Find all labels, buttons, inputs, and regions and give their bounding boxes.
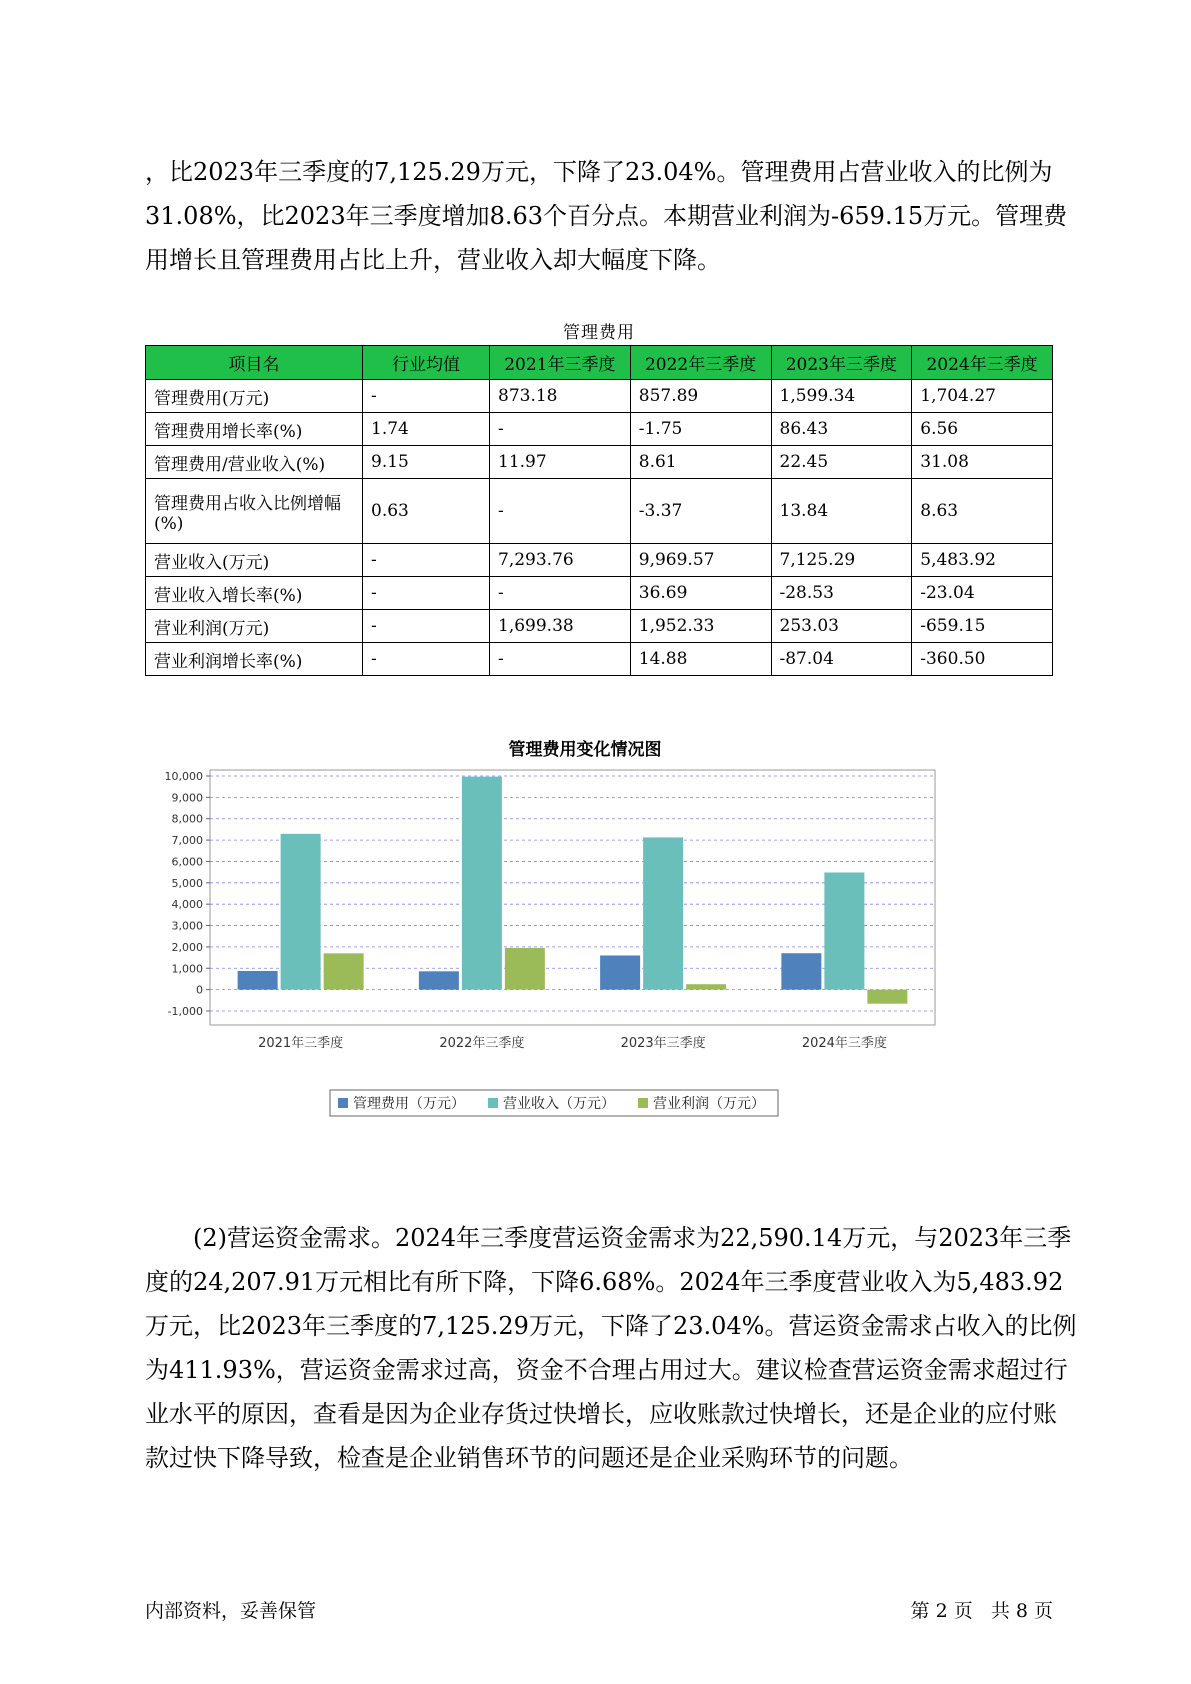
bar (867, 990, 907, 1004)
y-tick-label: -1,000 (167, 1005, 203, 1018)
management-expense-table (145, 345, 1053, 676)
cell: 1,699.38 (490, 610, 631, 643)
paragraph-management-expense: ，比2023年三季度的7,125.29万元，下降了23.04%。管理费用占营业收入的比例为31.08%，比2023年三季度增加8.63个百分点。本期营业利润为-659.15万元。管理费用增长且管理费用占比上升，营业收入却大幅度下降。 (145, 158, 1068, 274)
x-tick-label: 2024年三季度 (801, 1036, 887, 1051)
bar (505, 948, 545, 990)
table-row (146, 610, 1053, 643)
x-tick-label: 2022年三季度 (439, 1036, 525, 1051)
cell: 31.08 (912, 446, 1053, 479)
header-2021q3: 2021年三季度 (490, 346, 631, 380)
header-2023q3: 2023年三季度 (771, 346, 912, 380)
cell: 营业收入(万元) (146, 544, 363, 577)
cell: - (363, 380, 490, 413)
cell: 1,599.34 (771, 380, 912, 413)
legend-swatch (338, 1098, 348, 1108)
bar (324, 953, 364, 989)
footer-confidential-note: 内部资料，妥善保管 (145, 1600, 317, 1622)
cell: 9,969.57 (630, 544, 771, 577)
cell: 6.56 (912, 413, 1053, 446)
legend-label: 营业收入（万元） (503, 1096, 615, 1112)
cell: 13.84 (771, 479, 912, 544)
header-industry-avg: 行业均值 (363, 346, 490, 380)
bar (600, 955, 640, 989)
y-tick-label: 4,000 (171, 898, 203, 912)
cell: 营业利润(万元) (146, 610, 363, 643)
header-item-name: 项目名 (146, 346, 363, 380)
cell: -3.37 (630, 479, 771, 544)
cell: 8.61 (630, 446, 771, 479)
cell: -360.50 (912, 643, 1053, 676)
cell: 管理费用(万元) (146, 380, 363, 413)
legend-label: 营业利润（万元） (653, 1096, 765, 1112)
cell: -659.15 (912, 610, 1053, 643)
cell: - (363, 577, 490, 610)
cell: -28.53 (771, 577, 912, 610)
x-tick-label: 2021年三季度 (258, 1036, 344, 1051)
cell: -87.04 (771, 643, 912, 676)
bar (419, 971, 459, 989)
cell: - (490, 479, 631, 544)
header-2024q3: 2024年三季度 (912, 346, 1053, 380)
table-row (146, 577, 1053, 610)
bar (281, 834, 321, 990)
cell: 5,483.92 (912, 544, 1053, 577)
cell: 86.43 (771, 413, 912, 446)
y-tick-label: 10,000 (164, 770, 203, 783)
bar (643, 837, 683, 989)
y-tick-label: 9,000 (171, 791, 203, 805)
cell: 8.63 (912, 479, 1053, 544)
cell: -23.04 (912, 577, 1053, 610)
cell: 7,293.76 (490, 544, 631, 577)
cell: 9.15 (363, 446, 490, 479)
table-row (146, 544, 1053, 577)
cell: 管理费用增长率(%) (146, 413, 363, 446)
cell: 7,125.29 (771, 544, 912, 577)
cell: 1,952.33 (630, 610, 771, 643)
chart-title: 管理费用变化情况图 (508, 740, 662, 760)
cell: 1,704.27 (912, 380, 1053, 413)
cell: 11.97 (490, 446, 631, 479)
table-row (146, 380, 1053, 413)
cell: 22.45 (771, 446, 912, 479)
bar (462, 777, 502, 990)
cell: 253.03 (771, 610, 912, 643)
table-row (146, 479, 1053, 544)
header-2022q3: 2022年三季度 (630, 346, 771, 380)
paragraph-working-capital: (2)营运资金需求。2024年三季度营运资金需求为22,590.14万元，与2023年三季度的24,207.91万元相比有所下降，下降6.68%。2024年三季度营业收入为5,483.92万元，比2023年三季度的7,125.29万元，下降了23.04%。营运资金需求占收入的比例为411.93%，营运资金需求过高，资金不合理占用过大。建议检查营运资金需求超过行业水平的原因，查看是因为企业存货过快增长，应收账款过快增长，还是企业的应付账款过快下降导致，检查是企业销售环节的问题还是企业采购环节的问题。 (145, 1224, 1077, 1472)
bar (238, 971, 278, 990)
table-header-row (146, 346, 1053, 380)
bar (781, 953, 821, 989)
y-tick-label: 6,000 (171, 855, 203, 869)
cell: - (490, 413, 631, 446)
cell: 管理费用/营业收入(%) (146, 446, 363, 479)
y-tick-label: 2,000 (171, 940, 203, 954)
y-tick-label: 8,000 (171, 812, 203, 826)
cell: 0.63 (363, 479, 490, 544)
cell: 36.69 (630, 577, 771, 610)
legend-label: 管理费用（万元） (353, 1096, 465, 1112)
footer-page-number: 第 2 页 共 8 页 (910, 1600, 1053, 1622)
management-expense-chart (160, 730, 1030, 1170)
legend-swatch (488, 1098, 498, 1108)
table-row (146, 446, 1053, 479)
cell: -1.75 (630, 413, 771, 446)
cell: 14.88 (630, 643, 771, 676)
y-tick-label: 3,000 (171, 919, 203, 933)
y-tick-label: 0 (196, 983, 203, 997)
cell: 857.89 (630, 380, 771, 413)
y-tick-label: 1,000 (171, 962, 203, 976)
bar (824, 872, 864, 989)
cell: 营业利润增长率(%) (146, 643, 363, 676)
cell: - (490, 643, 631, 676)
table-caption: 管理费用 (563, 323, 635, 343)
bar (686, 984, 726, 989)
cell: 873.18 (490, 380, 631, 413)
x-tick-label: 2023年三季度 (620, 1036, 706, 1051)
cell: - (363, 643, 490, 676)
cell: 1.74 (363, 413, 490, 446)
table-row (146, 413, 1053, 446)
table-row (146, 643, 1053, 676)
cell: - (490, 577, 631, 610)
cell: 管理费用占收入比例增幅(%) (146, 479, 363, 544)
cell: - (363, 610, 490, 643)
y-tick-label: 7,000 (171, 834, 203, 848)
cell: 营业收入增长率(%) (146, 577, 363, 610)
y-tick-label: 5,000 (171, 876, 203, 890)
legend-swatch (638, 1098, 648, 1108)
cell: - (363, 544, 490, 577)
